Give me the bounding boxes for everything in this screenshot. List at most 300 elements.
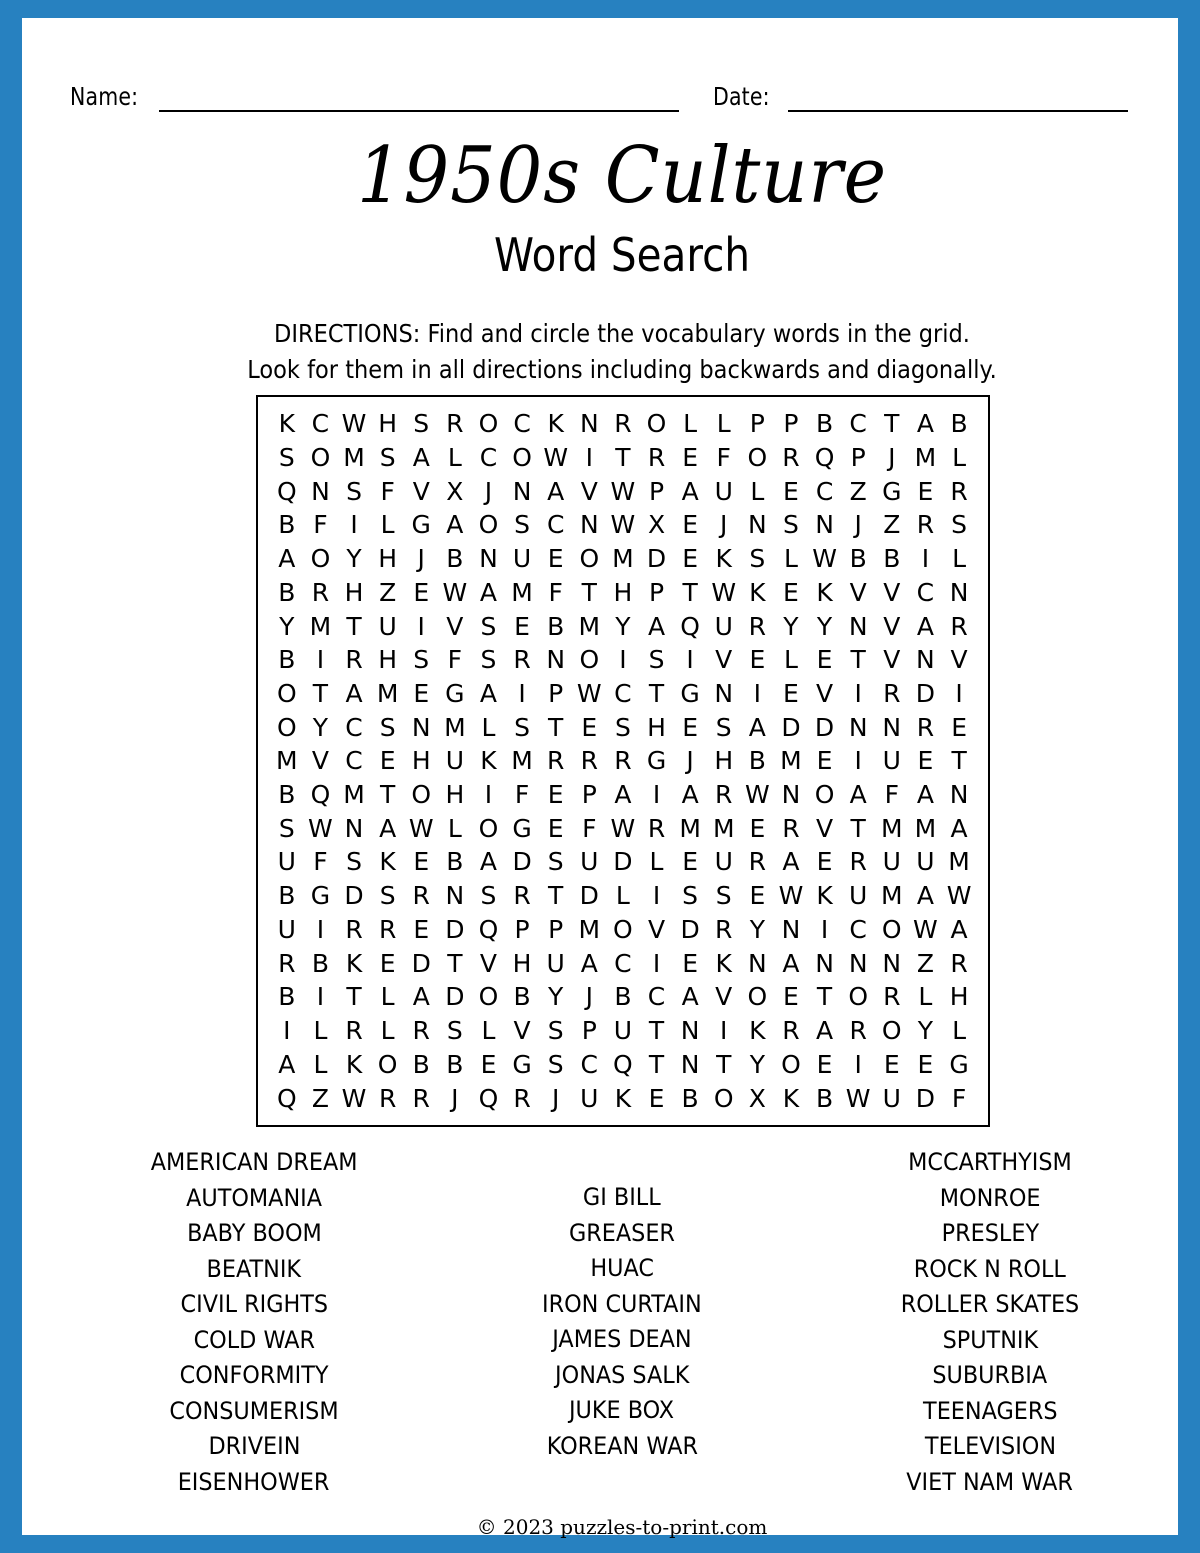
grid-cell[interactable]: V xyxy=(883,645,901,675)
grid-cell[interactable]: T xyxy=(816,982,833,1012)
grid-cell[interactable]: F xyxy=(514,780,530,810)
grid-cell[interactable]: R xyxy=(614,746,632,776)
grid-cell[interactable]: L xyxy=(380,982,395,1012)
grid-cell[interactable]: T xyxy=(850,813,866,843)
grid-cell[interactable]: O xyxy=(478,813,499,843)
grid-cell[interactable]: V xyxy=(446,611,464,641)
grid-cell[interactable]: N xyxy=(848,611,868,641)
grid-cell[interactable]: W xyxy=(946,881,972,911)
grid-cell[interactable]: N xyxy=(781,780,801,810)
word-bank-item[interactable]: SPUTNIK xyxy=(942,1325,1038,1354)
grid-cell[interactable]: R xyxy=(345,1016,363,1045)
grid-cell[interactable]: M xyxy=(880,881,903,911)
grid-cell[interactable]: R xyxy=(412,1016,430,1045)
grid-cell[interactable]: M xyxy=(948,847,970,877)
grid-cell[interactable]: V xyxy=(479,948,498,978)
grid-cell[interactable]: A xyxy=(614,780,632,810)
grid-cell[interactable]: K xyxy=(816,577,833,607)
word-bank-item[interactable]: AUTOMANIA xyxy=(186,1183,322,1212)
grid-cell[interactable]: A xyxy=(278,544,296,574)
grid-cell[interactable]: R xyxy=(278,948,296,978)
grid-cell[interactable]: N xyxy=(916,645,935,675)
grid-cell[interactable]: I xyxy=(316,645,325,675)
grid-cell[interactable]: A xyxy=(916,881,934,911)
grid-cell[interactable]: S xyxy=(514,510,530,540)
grid-cell[interactable]: A xyxy=(580,948,598,978)
grid-cell[interactable]: X xyxy=(647,510,666,540)
grid-cell[interactable]: N xyxy=(882,948,902,978)
grid-cell[interactable]: A xyxy=(681,476,699,506)
grid-cell[interactable]: W xyxy=(778,881,804,911)
grid-cell[interactable]: R xyxy=(916,712,935,742)
grid-cell[interactable]: A xyxy=(547,476,565,506)
grid-cell[interactable]: R xyxy=(614,409,632,439)
grid-cell[interactable]: I xyxy=(518,678,526,708)
grid-cell[interactable]: O xyxy=(781,1049,801,1079)
grid-cell[interactable]: P xyxy=(581,780,597,810)
grid-cell[interactable]: G xyxy=(646,746,667,776)
grid-cell[interactable]: L xyxy=(918,982,933,1012)
grid-cell[interactable]: R xyxy=(580,746,598,776)
word-bank-item[interactable]: MONROE xyxy=(939,1183,1041,1212)
grid-cell[interactable]: C xyxy=(614,948,632,978)
grid-cell[interactable]: P xyxy=(749,409,765,439)
grid-cell[interactable]: Y xyxy=(917,1016,934,1045)
grid-cell[interactable]: E xyxy=(547,780,564,810)
grid-cell[interactable]: L xyxy=(481,712,496,742)
grid-cell[interactable]: U xyxy=(714,611,733,641)
grid-cell[interactable]: Z xyxy=(883,510,901,540)
grid-cell[interactable]: B xyxy=(883,544,901,574)
grid-cell[interactable]: H xyxy=(411,746,431,776)
grid-cell[interactable]: S xyxy=(682,881,699,911)
grid-cell[interactable]: T xyxy=(850,645,866,675)
grid-cell[interactable]: R xyxy=(412,1083,430,1113)
grid-cell[interactable]: E xyxy=(379,746,396,776)
grid-cell[interactable]: E xyxy=(682,847,699,877)
grid-cell[interactable]: A xyxy=(916,409,934,439)
grid-cell[interactable]: R xyxy=(513,1083,531,1113)
grid-cell[interactable]: N xyxy=(680,1049,700,1079)
grid-cell[interactable]: Y xyxy=(346,544,362,574)
grid-cell[interactable]: R xyxy=(546,746,565,776)
grid-cell[interactable]: T xyxy=(682,577,698,607)
grid-cell[interactable]: J xyxy=(451,1083,459,1113)
word-bank-item[interactable]: AMERICAN DREAM xyxy=(150,1148,358,1176)
grid-cell[interactable]: O xyxy=(512,443,532,473)
grid-cell[interactable]: M xyxy=(511,577,533,607)
grid-cell[interactable]: H xyxy=(714,746,734,776)
grid-cell[interactable]: D xyxy=(646,544,667,574)
grid-cell[interactable]: O xyxy=(848,982,868,1012)
grid-cell[interactable]: H xyxy=(647,712,666,742)
grid-cell[interactable]: V xyxy=(311,746,329,776)
grid-cell[interactable]: R xyxy=(916,510,935,540)
grid-cell[interactable]: N xyxy=(882,712,902,742)
grid-cell[interactable]: M xyxy=(309,611,332,641)
grid-cell[interactable]: A xyxy=(412,443,430,473)
word-bank-item[interactable]: GI BILL xyxy=(583,1183,661,1211)
grid-cell[interactable]: V xyxy=(412,476,430,506)
grid-cell[interactable]: F xyxy=(582,813,597,843)
grid-cell[interactable]: Q xyxy=(478,1083,499,1113)
grid-cell[interactable]: R xyxy=(412,881,430,911)
grid-cell[interactable]: H xyxy=(949,982,969,1012)
grid-cell[interactable]: T xyxy=(346,611,362,641)
grid-cell[interactable]: J xyxy=(484,476,493,506)
grid-cell[interactable]: C xyxy=(479,443,498,473)
grid-cell[interactable]: G xyxy=(512,1049,532,1079)
word-bank-item[interactable]: BEATNIK xyxy=(206,1254,302,1283)
grid-cell[interactable]: E xyxy=(883,1049,900,1079)
grid-cell[interactable]: W xyxy=(442,577,468,607)
grid-cell[interactable]: T xyxy=(312,678,329,708)
grid-cell[interactable]: S xyxy=(514,712,530,742)
grid-cell[interactable]: E xyxy=(413,678,430,708)
grid-cell[interactable]: I xyxy=(484,780,493,810)
grid-cell[interactable]: K xyxy=(715,544,732,574)
grid-cell[interactable]: Q xyxy=(478,914,499,944)
grid-cell[interactable]: G xyxy=(512,813,532,843)
grid-cell[interactable]: S xyxy=(547,1049,564,1079)
grid-cell[interactable]: C xyxy=(647,982,666,1012)
grid-cell[interactable]: A xyxy=(782,948,800,978)
grid-cell[interactable]: N xyxy=(479,544,498,574)
grid-cell[interactable]: B xyxy=(547,611,565,641)
grid-cell[interactable]: P xyxy=(648,577,665,607)
grid-cell[interactable]: M xyxy=(578,914,601,944)
word-bank-item[interactable]: IRON CURTAIN xyxy=(542,1289,702,1318)
grid-cell[interactable]: U xyxy=(613,1016,633,1045)
word-search-grid[interactable] xyxy=(256,395,990,1127)
grid-cell[interactable]: R xyxy=(849,1016,867,1045)
grid-cell[interactable]: S xyxy=(413,409,430,439)
grid-cell[interactable]: Q xyxy=(276,1083,297,1113)
grid-cell[interactable]: T xyxy=(648,1049,665,1079)
grid-cell[interactable]: U xyxy=(512,544,532,574)
grid-cell[interactable]: N xyxy=(949,780,969,810)
grid-cell[interactable]: E xyxy=(581,712,598,742)
grid-cell[interactable]: F xyxy=(313,847,328,877)
grid-cell[interactable]: M xyxy=(343,443,365,473)
grid-cell[interactable]: Z xyxy=(311,1083,329,1113)
grid-cell[interactable]: E xyxy=(816,1049,833,1079)
grid-cell[interactable]: R xyxy=(950,611,968,641)
grid-cell[interactable]: D xyxy=(915,1083,936,1113)
grid-cell[interactable]: V xyxy=(883,577,901,607)
word-bank-item[interactable]: DRIVEIN xyxy=(208,1432,300,1460)
grid-cell[interactable]: L xyxy=(615,881,630,911)
grid-cell[interactable]: U xyxy=(849,881,868,911)
word-bank-item[interactable]: KOREAN WAR xyxy=(546,1431,698,1460)
word-bank-item[interactable]: GREASER xyxy=(569,1218,675,1247)
grid-cell[interactable]: S xyxy=(547,847,564,877)
grid-cell[interactable]: J xyxy=(417,544,425,574)
grid-cell[interactable]: V xyxy=(647,914,666,944)
grid-cell[interactable]: I xyxy=(652,780,661,810)
grid-cell[interactable]: S xyxy=(951,510,968,540)
grid-cell[interactable]: O xyxy=(276,678,297,708)
grid-cell[interactable]: L xyxy=(683,409,698,439)
grid-cell[interactable]: P xyxy=(548,678,564,708)
grid-cell[interactable]: U xyxy=(882,847,901,877)
grid-cell[interactable]: P xyxy=(514,914,530,944)
grid-cell[interactable]: C xyxy=(849,409,867,439)
grid-cell[interactable]: G xyxy=(882,476,902,506)
grid-cell[interactable]: S xyxy=(346,847,362,877)
grid-cell[interactable]: Q xyxy=(310,780,331,810)
grid-cell[interactable]: A xyxy=(748,712,766,742)
grid-cell[interactable]: Y xyxy=(749,914,765,944)
grid-cell[interactable]: K xyxy=(379,847,396,877)
grid-cell[interactable]: B xyxy=(815,1083,834,1113)
grid-cell[interactable]: T xyxy=(648,1016,665,1045)
grid-cell[interactable]: A xyxy=(345,678,363,708)
grid-cell[interactable]: A xyxy=(916,611,934,641)
grid-cell[interactable]: A xyxy=(479,847,498,877)
grid-cell[interactable]: T xyxy=(951,746,967,776)
grid-cell[interactable]: P xyxy=(648,476,665,506)
grid-cell[interactable]: R xyxy=(748,611,767,641)
grid-cell[interactable]: N xyxy=(680,1016,700,1045)
grid-cell[interactable]: K xyxy=(345,1049,363,1079)
grid-cell[interactable]: E xyxy=(917,476,934,506)
grid-cell[interactable]: S xyxy=(648,645,665,675)
grid-cell[interactable]: N xyxy=(714,678,734,708)
grid-cell[interactable]: B xyxy=(513,982,531,1012)
grid-cell[interactable]: J xyxy=(888,443,896,473)
word-bank-item[interactable]: BABY BOOM xyxy=(186,1219,322,1247)
grid-cell[interactable]: M xyxy=(914,443,937,473)
grid-cell[interactable]: H xyxy=(378,409,398,439)
grid-cell[interactable]: I xyxy=(820,914,829,944)
grid-cell[interactable]: J xyxy=(720,510,728,540)
grid-cell[interactable]: K xyxy=(816,881,833,911)
grid-cell[interactable]: Y xyxy=(615,611,631,641)
grid-cell[interactable]: S xyxy=(379,712,396,742)
grid-cell[interactable]: G xyxy=(445,678,465,708)
grid-cell[interactable]: E xyxy=(682,443,699,473)
word-bank-item[interactable]: CIVIL RIGHTS xyxy=(180,1290,328,1318)
grid-cell[interactable]: B xyxy=(278,780,296,810)
grid-cell[interactable]: E xyxy=(749,813,766,843)
grid-cell[interactable]: R xyxy=(345,914,363,944)
grid-cell[interactable]: W xyxy=(711,577,737,607)
grid-cell[interactable]: E xyxy=(682,510,699,540)
grid-cell[interactable]: E xyxy=(413,577,430,607)
grid-cell[interactable]: O xyxy=(478,510,499,540)
grid-cell[interactable]: E xyxy=(514,611,530,641)
grid-cell[interactable]: W xyxy=(543,443,569,473)
grid-cell[interactable]: O xyxy=(613,914,633,944)
grid-cell[interactable]: O xyxy=(478,982,499,1012)
grid-cell[interactable]: O xyxy=(881,914,902,944)
word-bank-item[interactable]: SUBURBIA xyxy=(932,1361,1048,1389)
grid-cell[interactable]: E xyxy=(816,746,833,776)
grid-cell[interactable]: T xyxy=(447,948,463,978)
grid-cell[interactable]: A xyxy=(412,982,430,1012)
grid-cell[interactable]: L xyxy=(783,544,798,574)
grid-cell[interactable]: N xyxy=(747,948,767,978)
grid-cell[interactable]: S xyxy=(379,443,396,473)
grid-cell[interactable]: D xyxy=(579,881,599,911)
grid-cell[interactable]: M xyxy=(376,678,399,708)
grid-cell[interactable]: N xyxy=(311,476,330,506)
grid-cell[interactable]: D xyxy=(512,847,532,877)
grid-cell[interactable]: N xyxy=(781,914,801,944)
grid-cell[interactable]: G xyxy=(949,1049,969,1079)
grid-cell[interactable]: L xyxy=(952,443,967,473)
grid-cell[interactable]: K xyxy=(749,1016,766,1045)
grid-cell[interactable]: V xyxy=(883,611,901,641)
grid-cell[interactable]: K xyxy=(749,577,766,607)
grid-cell[interactable]: L xyxy=(380,1016,395,1045)
grid-cell[interactable]: E xyxy=(379,948,396,978)
grid-cell[interactable]: T xyxy=(548,881,564,911)
grid-cell[interactable]: W xyxy=(610,813,636,843)
grid-cell[interactable]: S xyxy=(278,813,295,843)
grid-cell[interactable]: T xyxy=(581,577,597,607)
grid-cell[interactable]: V xyxy=(513,1016,531,1045)
grid-cell[interactable]: E xyxy=(413,914,430,944)
grid-cell[interactable]: M xyxy=(780,746,802,776)
grid-cell[interactable]: R xyxy=(311,577,330,607)
grid-cell[interactable]: K xyxy=(782,1083,800,1113)
grid-cell[interactable]: O xyxy=(747,443,768,473)
grid-cell[interactable]: G xyxy=(310,881,331,911)
grid-cell[interactable]: I xyxy=(619,645,627,675)
grid-cell[interactable]: B xyxy=(278,645,296,675)
grid-cell[interactable]: R xyxy=(782,443,800,473)
grid-cell[interactable]: N xyxy=(445,881,465,911)
date-write-line[interactable] xyxy=(788,110,1128,112)
word-bank-item[interactable]: JAMES DEAN xyxy=(552,1325,692,1353)
grid-cell[interactable]: A xyxy=(479,678,498,708)
grid-cell[interactable]: I xyxy=(316,914,325,944)
grid-cell[interactable]: U xyxy=(546,948,565,978)
grid-cell[interactable]: E xyxy=(413,847,430,877)
grid-cell[interactable]: R xyxy=(446,409,464,439)
grid-cell[interactable]: W xyxy=(610,510,636,540)
grid-cell[interactable]: T xyxy=(884,409,900,439)
grid-cell[interactable]: V xyxy=(816,678,834,708)
grid-cell[interactable]: T xyxy=(716,1049,732,1079)
grid-cell[interactable]: A xyxy=(681,780,699,810)
grid-cell[interactable]: O xyxy=(579,645,600,675)
grid-cell[interactable]: N xyxy=(949,577,969,607)
grid-cell[interactable]: W xyxy=(308,813,333,843)
grid-cell[interactable]: I xyxy=(652,948,661,978)
grid-cell[interactable]: S xyxy=(278,443,295,473)
grid-cell[interactable]: W xyxy=(408,813,434,843)
grid-cell[interactable]: L xyxy=(716,409,731,439)
grid-cell[interactable]: S xyxy=(783,510,799,540)
grid-cell[interactable]: F xyxy=(380,476,395,506)
word-bank-item[interactable]: CONSUMERISM xyxy=(169,1396,339,1425)
grid-cell[interactable]: R xyxy=(950,476,968,506)
word-bank-item[interactable]: CONFORMITY xyxy=(179,1361,329,1389)
grid-cell[interactable]: H xyxy=(445,780,465,810)
grid-cell[interactable]: A xyxy=(916,780,934,810)
grid-cell[interactable]: O xyxy=(646,409,667,439)
grid-cell[interactable]: O xyxy=(276,712,297,742)
grid-cell[interactable]: F xyxy=(884,780,899,810)
grid-cell[interactable]: U xyxy=(714,476,733,506)
grid-cell[interactable]: B xyxy=(446,1049,464,1079)
grid-cell[interactable]: N xyxy=(815,510,834,540)
grid-cell[interactable]: K xyxy=(345,948,363,978)
grid-cell[interactable]: I xyxy=(955,678,963,708)
grid-cell[interactable]: O xyxy=(881,1016,902,1045)
grid-cell[interactable]: C xyxy=(849,914,867,944)
grid-cell[interactable]: L xyxy=(447,443,462,473)
grid-cell[interactable]: U xyxy=(580,847,599,877)
grid-cell[interactable]: M xyxy=(444,712,466,742)
word-bank-item[interactable]: HUAC xyxy=(590,1254,654,1282)
word-bank-item[interactable]: ROCK N ROLL xyxy=(913,1254,1067,1283)
grid-cell[interactable]: T xyxy=(648,678,665,708)
grid-cell[interactable]: S xyxy=(346,476,362,506)
grid-cell[interactable]: C xyxy=(345,712,363,742)
grid-cell[interactable]: U xyxy=(882,1083,901,1113)
grid-cell[interactable]: U xyxy=(277,847,296,877)
grid-cell[interactable]: V xyxy=(580,476,598,506)
grid-cell[interactable]: R xyxy=(378,1083,397,1113)
grid-cell[interactable]: Z xyxy=(916,948,934,978)
grid-cell[interactable]: L xyxy=(750,476,765,506)
grid-cell[interactable]: H xyxy=(344,577,364,607)
grid-cell[interactable]: G xyxy=(411,510,431,540)
grid-cell[interactable]: X xyxy=(446,476,464,506)
grid-cell[interactable]: P xyxy=(548,914,564,944)
grid-cell[interactable]: L xyxy=(380,510,395,540)
grid-cell[interactable]: C xyxy=(513,409,531,439)
grid-cell[interactable]: B xyxy=(446,544,464,574)
grid-cell[interactable]: R xyxy=(782,813,800,843)
grid-cell[interactable]: K xyxy=(547,409,564,439)
grid-cell[interactable]: P xyxy=(850,443,866,473)
grid-cell[interactable]: Y xyxy=(548,982,564,1012)
grid-cell[interactable]: R xyxy=(849,847,867,877)
grid-cell[interactable]: I xyxy=(652,881,661,911)
grid-cell[interactable]: K xyxy=(278,409,295,439)
grid-cell[interactable]: I xyxy=(753,678,762,708)
grid-cell[interactable]: O xyxy=(747,982,768,1012)
grid-cell[interactable]: O xyxy=(310,443,331,473)
grid-cell[interactable]: E xyxy=(749,881,766,911)
grid-cell[interactable]: I xyxy=(417,611,425,641)
grid-cell[interactable]: C xyxy=(916,577,935,607)
grid-cell[interactable]: N xyxy=(546,645,566,675)
grid-cell[interactable]: P xyxy=(783,409,799,439)
grid-cell[interactable]: W xyxy=(812,544,837,574)
grid-cell[interactable]: N xyxy=(579,510,599,540)
grid-cell[interactable]: T xyxy=(548,712,564,742)
grid-cell[interactable]: N xyxy=(512,476,532,506)
grid-cell[interactable]: N xyxy=(815,948,834,978)
grid-cell[interactable]: I xyxy=(921,544,930,574)
grid-cell[interactable]: U xyxy=(580,1083,599,1113)
grid-cell[interactable]: Z xyxy=(849,476,867,506)
grid-cell[interactable]: A xyxy=(681,982,699,1012)
grid-cell[interactable]: A xyxy=(849,780,867,810)
grid-cell[interactable]: V xyxy=(950,645,968,675)
grid-cell[interactable]: I xyxy=(585,443,593,473)
word-bank-item[interactable]: VIET NAM WAR xyxy=(906,1467,1074,1496)
grid-cell[interactable]: M xyxy=(880,813,903,843)
grid-cell[interactable]: R xyxy=(883,678,901,708)
grid-cell[interactable]: A xyxy=(278,1049,296,1079)
